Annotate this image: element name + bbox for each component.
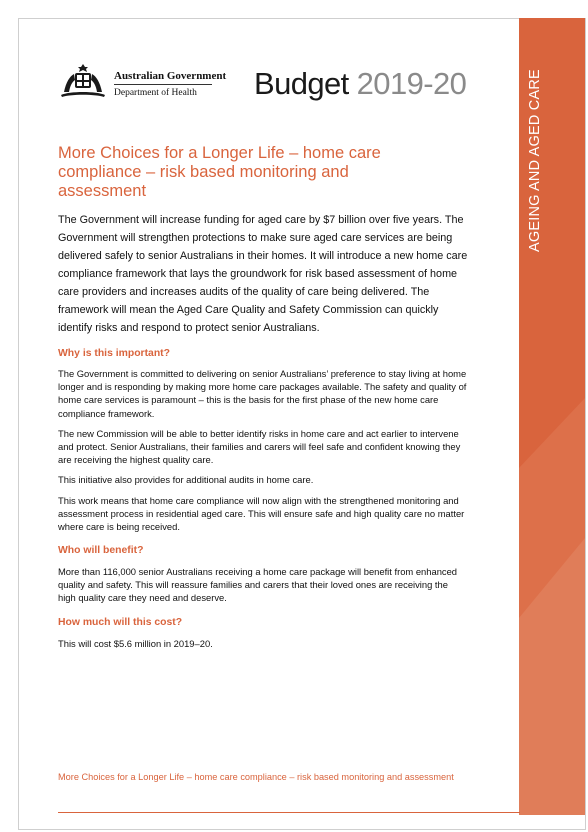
government-logo-text xyxy=(114,70,226,98)
footer-title: More Choices for a Longer Life – home care compliance – risk based monitoring and assessment xyxy=(58,772,454,782)
section-heading-who: Who will benefit? xyxy=(58,545,144,556)
article-headline: More Choices for a Longer Life – home care compliance – risk based monitoring and assessment xyxy=(58,144,381,200)
section-heading-cost: How much will this cost? xyxy=(58,617,183,628)
department-name: Department of Health xyxy=(114,88,197,98)
intro-text: The Government will increase funding for aged care by $7 billion over five years. The Government will strengthen protections to make sure aged care services are being delivered safely to senior Australians in their homes. It will introduce a new home care compliance framework that lays the groundwork for risk based assessment of home care providers and increases audits of the quality of care being delivered. The framework will mean the Aged Care Quality and Safety Commission can quickly identify risks and respond to protect senior Australians. xyxy=(58,214,468,334)
paragraph: The Government is committed to delivering on senior Australians’ preference to stay living at home longer and is responding by making more home care packages available. The safety and quality of home care services is paramount – this is the basis for the first phase of the new home care compliance framework. xyxy=(58,368,467,419)
side-tab-label: AGEING AND AGED CARE xyxy=(527,69,543,252)
logo-divider xyxy=(114,84,212,85)
paragraph: This work means that home care compliance will now align with the strengthened monitoring and assessment process in residential aged care. This will ensure safe and high quality care no matter where care is being received. xyxy=(58,494,465,533)
section-body-cost xyxy=(58,637,468,657)
budget-year: 2019-20 xyxy=(356,66,467,101)
paragraph: The new Commission will be able to better identify risks in home care and act earlier to intervene and protect. Senior Australians, their families and carers will feel safe and confident knowing they are receiving the highest quality care. xyxy=(58,427,461,466)
footer-divider xyxy=(58,812,520,813)
section-body-who xyxy=(58,565,468,612)
paragraph: This initiative also provides for additional audits in home care. xyxy=(58,474,314,486)
budget-title xyxy=(254,66,466,102)
government-name: Australian Government xyxy=(114,70,227,82)
budget-word: Budget xyxy=(254,66,349,101)
intro-paragraph xyxy=(58,211,468,337)
section-body-why xyxy=(58,367,468,540)
paragraph: More than 116,000 senior Australians receiving a home care package will benefit from enhanced quality and safety. This will reassure families and carers that their loved ones are receiving the high quality care they need and deserve. xyxy=(58,566,458,604)
section-heading-why: Why is this important? xyxy=(58,348,170,359)
paragraph: This will cost $5.6 million in 2019–20. xyxy=(58,638,213,649)
coat-of-arms-icon xyxy=(58,62,108,100)
